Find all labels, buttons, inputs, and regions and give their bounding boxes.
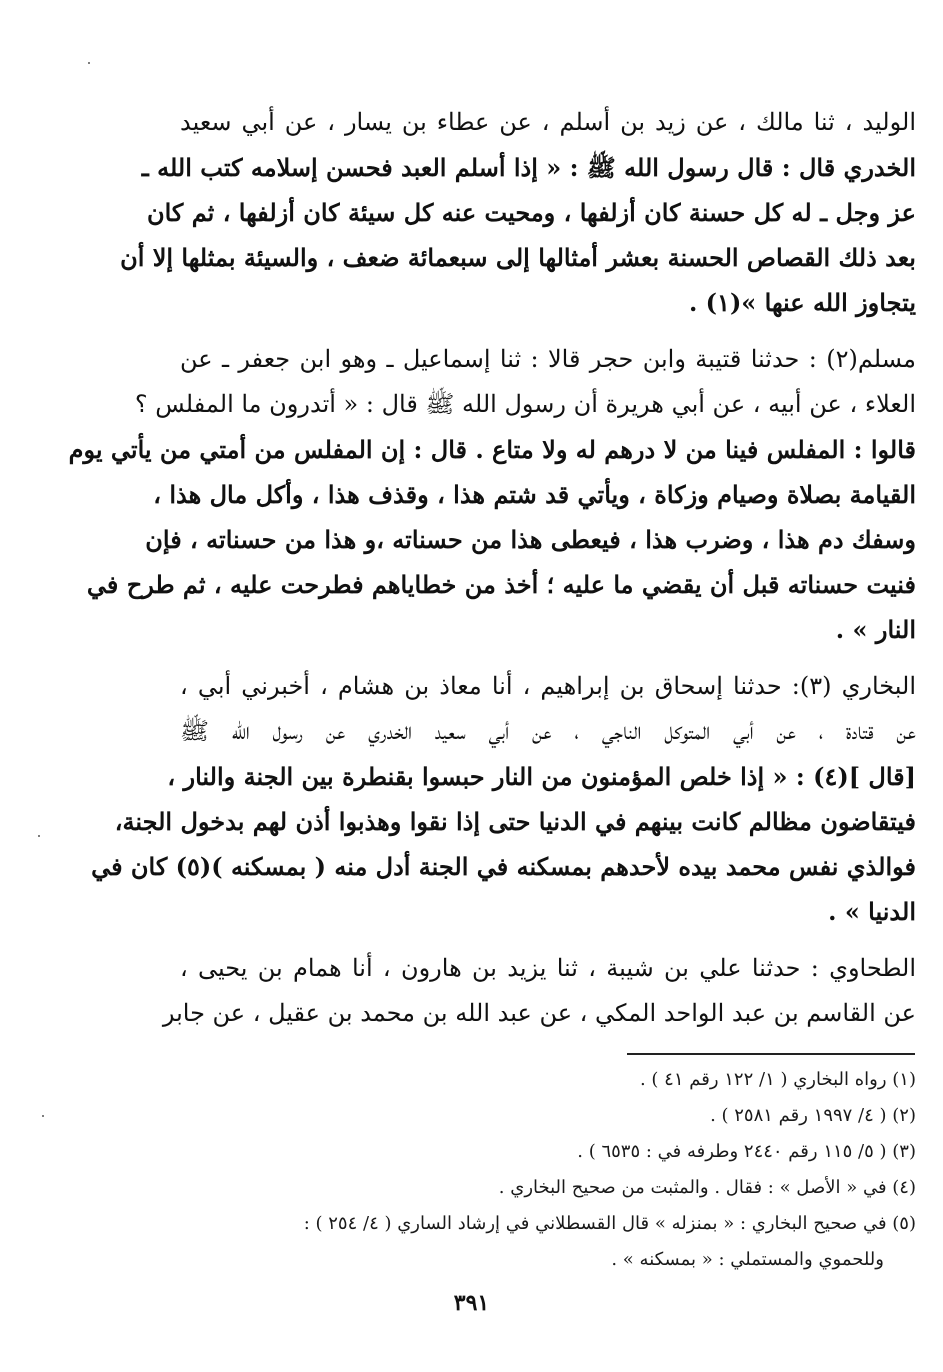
text-line: الوليد ، ثنا مالك ، عن زيد بن أسلم ، عن عطاء بن يسار ، عن أبي سعيد — [180, 108, 916, 136]
text-line: بعد ذلك القصاص الحسنة بعشر أمثالها إلى سبعمائة ضعف ، والسيئة بمثلها إلا أن — [120, 243, 916, 272]
scan-speck — [88, 62, 90, 64]
text-line: القيامة بصلاة وصيام وزكاة ، ويأتي قد شتم هذا ، وقذف هذا ، وأكل مال هذا ، — [153, 480, 916, 509]
footnote-divider — [627, 1053, 915, 1055]
text-line: وسفك دم هذا ، وضرب هذا ، فيعطى هذا من حسناته ،و هذا من حسناته ، فإن — [145, 525, 916, 554]
text-line: عز وجل ـ له كل حسنة كان أزلفها ، ومحيت عنه كل سيئة كان أزلفها ، ثم كان — [146, 198, 916, 227]
footnote-5-continued: وللحموي والمستملي : « بمسكنه » . — [611, 1249, 884, 1270]
scan-speck — [38, 835, 40, 837]
text-line: مسلم(٢) : حدثنا قتيبة وابن حجر قالا : ثنا إسماعيل ـ وهو ابن جعفر ـ عن — [180, 345, 916, 373]
text-line: [قال ](٤) : « إذا خلص المؤمنون من النار حبسوا بقنطرة بين الجنة والنار ، — [167, 762, 916, 791]
footnote-5: (٥) في صحيح البخاري : « بمنزله » قال القسطلاني في إرشاد الساري ( ٤/ ٢٥٤ ) : — [303, 1213, 916, 1234]
footnote-3: (٣) ( ٥/ ١١٥ رقم ٢٤٤٠ وطرفه في : ٦٥٣٥ ) . — [577, 1141, 916, 1162]
paragraph-muslim — [68, 337, 916, 652]
paragraph-hadith-malik — [120, 100, 916, 325]
footnotes — [180, 1062, 916, 1278]
footnote-1: (١) رواه البخاري ( ١/ ١٢٢ رقم ٤١ ) . — [639, 1069, 916, 1090]
text-line: النار » . — [835, 615, 916, 644]
text-line: الدنيا » . — [828, 897, 916, 926]
text-line: البخاري (٣): حدثنا إسحاق بن إبراهيم ، أنا معاذ بن هشام ، أخبرني أبي ، — [180, 672, 916, 700]
text-line: الخدري قال : قال رسول الله ﷺ : « إذا أسلم العبد فحسن إسلامه كتب الله ـ — [141, 153, 916, 182]
footnote-4: (٤) في « الأصل » : فقال . والمثبت من صحيح البخاري . — [498, 1177, 916, 1198]
text-line: يتجاوز الله عنها »(١) . — [688, 288, 916, 317]
paragraph-bukhari — [91, 664, 916, 934]
page-number: ٣٩١ — [453, 1290, 490, 1316]
text-line: الطحاوي : حدثنا علي بن شيبة ، ثنا يزيد بن هارون ، أنا همام بن يحيى ، — [180, 954, 916, 982]
text-line: فنيت حسناته قبل أن يقضي ما عليه ؛ أخذ من خطاياهم فطرحت عليه ، ثم طرح في — [86, 570, 916, 599]
paragraph-tahawi — [162, 946, 916, 1036]
text-line: فيتقاضون مظالم كانت بينهم في الدنيا حتى إذا نقوا وهذبوا أذن لهم بدخول الجنة، — [114, 807, 916, 836]
footnote-2: (٢) ( ٤/ ١٩٩٧ رقم ٢٥٨١ ) . — [710, 1105, 916, 1126]
text-line: عن قتادة ، عن أبي المتوكل الناجي ، عن أبي سعيد الخدري عن رسول الله ﷺ — [180, 717, 916, 745]
scan-speck — [42, 1115, 44, 1117]
text-line: عن القاسم بن عبد الواحد المكي ، عن عبد الله بن محمد بن عقيل ، عن جابر — [162, 999, 916, 1027]
main-text — [68, 100, 916, 1036]
text-line: العلاء ، عن أبيه ، عن أبي هريرة أن رسول الله ﷺ قال : « أتدرون ما المفلس ؟ — [134, 390, 916, 418]
text-line: قالوا : المفلس فينا من لا درهم له ولا متاع . قال : إن المفلس من أمتي من يأتي يوم — [68, 435, 916, 464]
text-line: فوالذي نفس محمد بيده لأحدهم بمسكنه في الجنة أدل منه ( بمسكنه )(٥) كان في — [91, 852, 916, 881]
